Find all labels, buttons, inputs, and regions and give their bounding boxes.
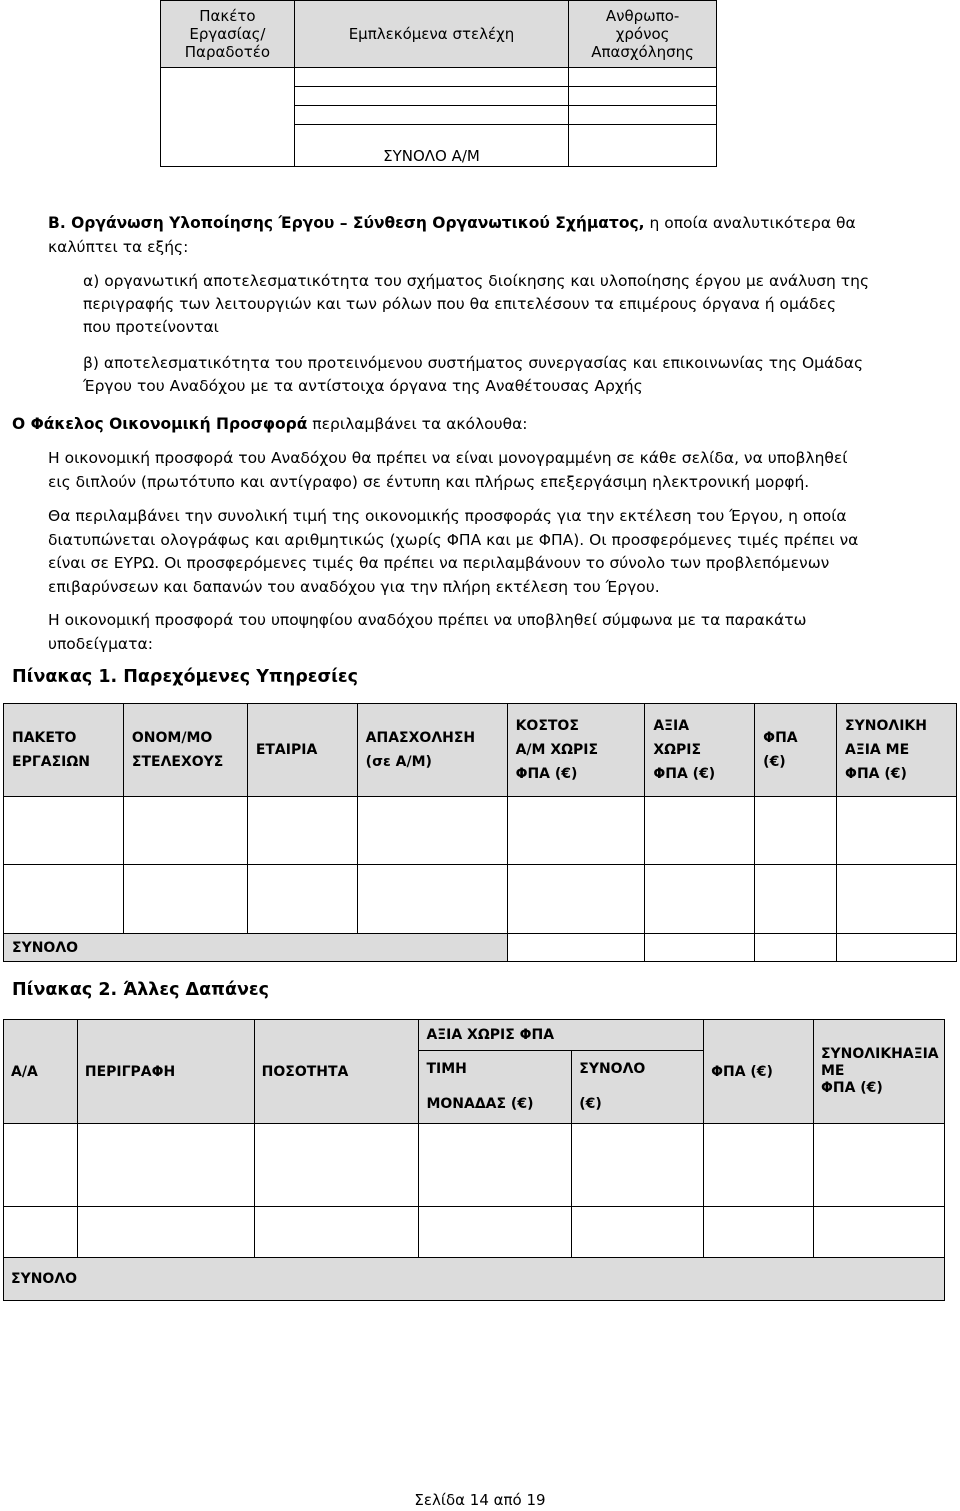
header-cell: ΠΕΡΙΓΡΑΦΗ bbox=[77, 1020, 254, 1124]
table-cell bbox=[294, 87, 568, 106]
table-header-row bbox=[4, 704, 957, 797]
table-cell bbox=[294, 68, 568, 87]
header-cell: ΑΞΙΑ ΧΩΡΙΣ ΦΠΑ (€) bbox=[645, 704, 755, 797]
sum-row bbox=[4, 1258, 945, 1301]
sum-row bbox=[4, 934, 957, 962]
header-cell: ΠΑΚΕΤΟ ΕΡΓΑΣΙΩΝ bbox=[4, 704, 124, 797]
paragraph-2: Θα περιλαμβάνει την συνολική τιμή της οικονομικής προσφοράς για την εκτέλεση του Έργου, η οποία διατυπώνεται ολογράφως και αριθμητικώς (χωρίς ΦΠΑ και με ΦΠΑ). Οι προσφερόμενες τιμές πρέπει να είναι σε ΕΥΡΩ. Οι προσφερόμενες τιμές θα πρέπει να περιλαμβάνουν το σύνολο των προβλεπόμενων επιβαρύνσεων και δαπανών του αναδόχου για την πλήρη εκτέλεση του Έργου. bbox=[48, 507, 859, 596]
page-footer: Σελίδα 14 από 19 bbox=[414, 1491, 546, 1509]
header-cell: ΣΥΝΟΛΙΚΗΑΞΙΑ ΜΕ ΦΠΑ (€) bbox=[813, 1020, 944, 1124]
header-cell: ΕΤΑΙΡΙΑ bbox=[247, 704, 357, 797]
folder-heading: Ο Φάκελος Οικονομική Προσφορά περιλαμβάνει τα ακόλουθα: bbox=[12, 415, 528, 433]
table-header-row bbox=[4, 1020, 945, 1051]
paragraph-1: Η οικονομική προσφορά του Αναδόχου θα πρέπει να είναι μονογραμμένη σε κάθε σελίδα, να υποβληθεί εις διπλούν (πρωτότυπο και αντίγραφο) σε έντυπη και πλήρως επεξεργάσιμη ηλεκτρονική μορφή. bbox=[48, 449, 848, 491]
table-row bbox=[4, 1207, 945, 1258]
list-item-a: α) οργανωτική αποτελεσματικότητα του σχήματος διοίκησης και υλοποίησης έργου με ανάλυση της περιγραφής των λειτουργιών και των ρόλων που θα επιτελέσουν τα επιμέρους όργανα ή ομάδες που προτείνονται bbox=[83, 272, 870, 336]
header-cell: ΣΥΝΟΛΙΚΗ ΑΞΙΑ ΜΕ ΦΠΑ (€) bbox=[837, 704, 957, 797]
table-cell bbox=[294, 106, 568, 125]
sum-label: ΣΥΝΟΛΟ bbox=[4, 934, 508, 962]
table2-title: Πίνακας 2. Άλλες Δαπάνες bbox=[12, 980, 270, 1000]
other-expenses-table bbox=[3, 1019, 945, 1301]
header-cell: ΦΠΑ (€) bbox=[704, 1020, 814, 1124]
table-header-row bbox=[161, 1, 717, 68]
header-cell: Πακέτο Εργασίας/ Παραδοτέο bbox=[161, 1, 295, 68]
services-table bbox=[3, 703, 957, 962]
header-cell: ΤΙΜΗ ΜΟΝΑΔΑΣ (€) bbox=[419, 1051, 572, 1124]
list-item-b: β) αποτελεσματικότητα του προτεινόμενου συστήματος συνεργασίας και επικοινωνίας της Ομάδας Έργου του Αναδόχου με τα αντίστοιχα όργανα της Αναθέτουσας Αρχής bbox=[83, 354, 864, 395]
sum-label: ΣΥΝΟΛΟ bbox=[4, 1258, 945, 1301]
table-row bbox=[4, 865, 957, 934]
header-cell: ΣΥΝΟΛΟ (€) bbox=[572, 1051, 704, 1124]
paragraph-3: Η οικονομική προσφορά του υποψηφίου αναδόχου πρέπει να υποβληθεί σύμφωνα με τα παρακάτω υποδείγματα: bbox=[48, 611, 807, 653]
sum-label: ΣΥΝΟΛΟ Α/Μ bbox=[294, 125, 568, 167]
table-row bbox=[4, 797, 957, 865]
table-cell bbox=[569, 87, 717, 106]
table-cell bbox=[161, 68, 295, 167]
header-cell: Εμπλεκόμενα στελέχη bbox=[294, 1, 568, 68]
table1-title: Πίνακας 1. Παρεχόμενες Υπηρεσίες bbox=[12, 667, 359, 687]
header-group-cell: ΑΞΙΑ ΧΩΡΙΣ ΦΠΑ bbox=[419, 1020, 704, 1051]
header-cell: Α/Α bbox=[4, 1020, 78, 1124]
section-b-title: Οργάνωση Υλοποίησης Έργου – Σύνθεση Οργανωτικού Σχήματος, bbox=[71, 214, 645, 232]
sum-value bbox=[569, 125, 717, 167]
table-cell bbox=[569, 68, 717, 87]
header-cell: ΑΠΑΣΧΟΛΗΣΗ (σε Α/Μ) bbox=[357, 704, 507, 797]
table-cell bbox=[569, 106, 717, 125]
table-row bbox=[161, 68, 717, 87]
header-cell: ΠΟΣΟΤΗΤΑ bbox=[254, 1020, 419, 1124]
header-cell: ΟΝΟΜ/ΜΟ ΣΤΕΛΕΧΟΥΣ bbox=[123, 704, 247, 797]
header-cell: ΦΠΑ (€) bbox=[755, 704, 837, 797]
section-b-intro: Β. Οργάνωση Υλοποίησης Έργου – Σύνθεση Οργανωτικού Σχήματος, η οποία αναλυτικότερα θα καλύπτει τα εξής: bbox=[48, 214, 856, 256]
staff-allocation-table bbox=[160, 0, 717, 167]
header-cell: Ανθρωπο- χρόνος Απασχόλησης bbox=[569, 1, 717, 68]
header-cell: ΚΟΣΤΟΣ Α/Μ ΧΩΡΙΣ ΦΠΑ (€) bbox=[507, 704, 645, 797]
table-row bbox=[4, 1124, 945, 1207]
